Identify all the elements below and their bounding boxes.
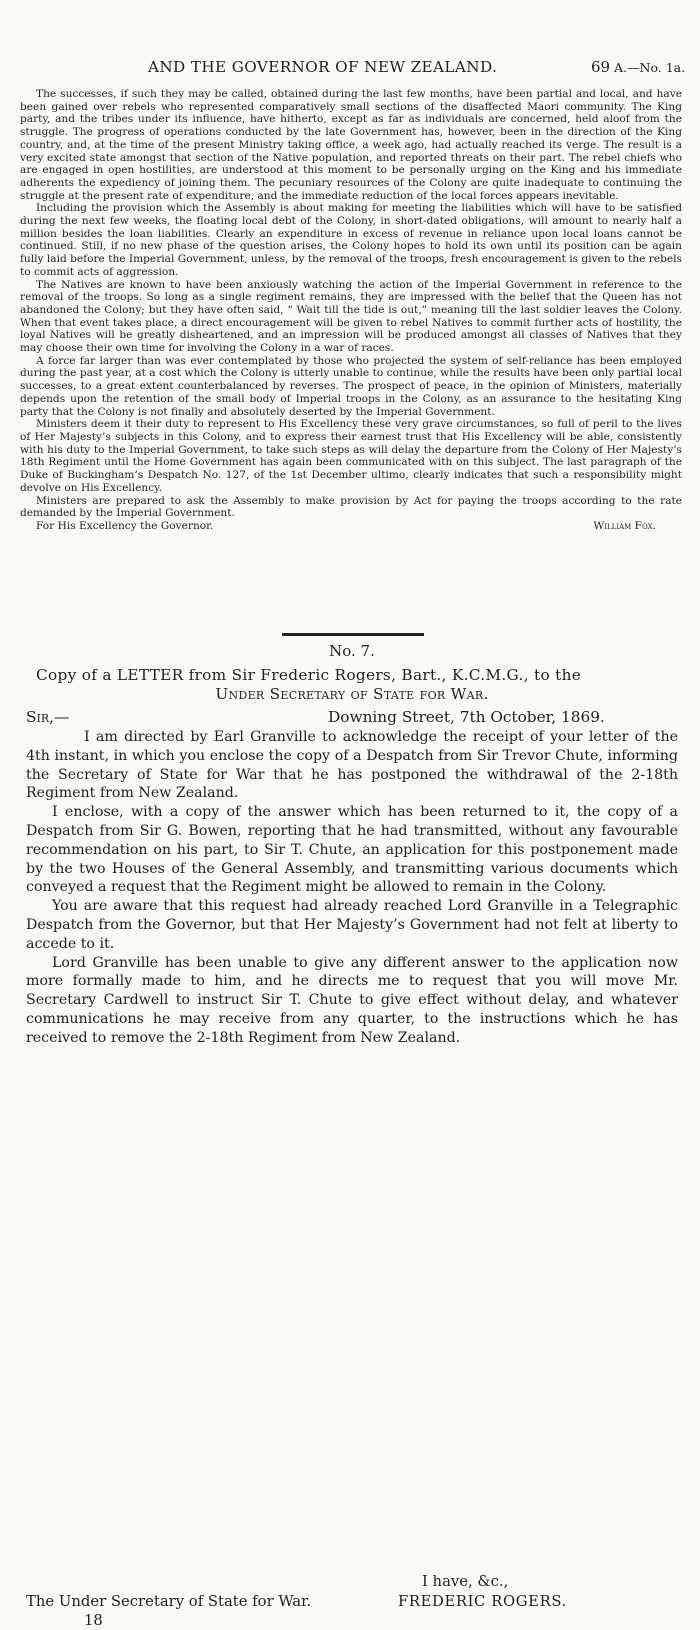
- document-reference: A.—No. 1a.: [614, 60, 686, 75]
- memo-signature-left: For His Excellency the Governor.: [36, 519, 214, 532]
- memo-paragraph: Including the provision which the Assembly is about making for meeting the liabilities which will have to be satisfied during the next few weeks, the floating local debt of the Colony, in short-dated obligations, will amount to nearly half a million besides the loan liabilities. Clearly an expenditure in excess of revenue in reliance upon local loans cannot be continued. Still, if no new phase of the question arises, the Colony hopes to hold its own until its position can be again fully laid before the Imperial Government, unless, by the removal of the troops, fresh encouragement is given to the rebels to commit acts of aggression.: [20, 202, 682, 278]
- memo-signature-name: William Fox.: [593, 519, 656, 532]
- memo-paragraph: The successes, if such they may be called, obtained during the last few months, have been partial and local, and have been gained over rebels who represented comparatively small sections of the disaffected Maori community. The King party, and the tribes under its influence, have hitherto, except as far as individuals are concerned, held aloof from the struggle. The progress of operations conducted by the late Government has, however, been in the direction of the King country, and, at the time of the present Ministry taking office, a week ago, had actually reached its verge. The result is a very excited state amongst that section of the Native population, and reported threats on their part. The rebel chiefs who are engaged in open hostilities, are understood at this moment to be personally urging on the King and his immediate adherents the expediency of joining them. The pecuniary resources of the Colony are quite inadequate to continuing the struggle at the present rate of expenditure, and the immediate reduction of the local forces appears inevitable.: [20, 88, 682, 202]
- dateline: Downing Street, 7th October, 1869.: [328, 708, 605, 726]
- ministers-memorandum: [20, 88, 682, 533]
- page-number: 69: [591, 58, 611, 76]
- signature-line: [26, 1593, 678, 1613]
- letter-title-line-1: Copy of a LETTER from Sir Frederic Rogers, Bart., K.C.M.G., to the: [36, 666, 582, 684]
- page-header: [0, 58, 700, 82]
- memo-paragraph: Ministers are prepared to ask the Assembly to make provision by Act for paying the troops according to the rate demanded by the Imperial Government.: [20, 494, 682, 520]
- letter-body: [26, 728, 678, 1048]
- letter-paragraph: You are aware that this request had already reached Lord Granville in a Telegraphic Despatch from the Governor, but that Her Majesty’s Government had not felt at liberty to accede to it.: [26, 898, 678, 952]
- memo-paragraph: The Natives are known to have been anxiously watching the action of the Imperial Government in reference to the removal of the troops. So long as a single regiment remains, they are impressed with the belief that the Queen has not abandoned the Colony; but they have often said, “ Wait till the tide is out,” meaning till the last soldier leaves the Colony. When that event takes place, a direct encouragement will be given to rebel Natives to commit further acts of hostility, the loyal Natives will be greatly disheartened, and an impression will be produced amongst all classes of Natives that they may choose their own time for involving the Colony in a war of races.: [20, 278, 682, 355]
- addressee: The Under Secretary of State for War.: [26, 1593, 312, 1610]
- letter-number: No. 7.: [329, 642, 375, 660]
- footnote-number: 18: [84, 1612, 103, 1629]
- closing: I have, &c.,: [422, 1573, 509, 1590]
- letter-title-line-2: Under Secretary of State for War.: [215, 685, 489, 703]
- salutation: Sir,—: [26, 708, 70, 726]
- memo-paragraph: Ministers deem it their duty to represent to His Excellency these very grave circumstances, so full of peril to the lives of Her Majesty’s subjects in this Colony, and to express their earnest trust that His Excellency will be able, consistently with his duty to the Imperial Government, to take such steps as will delay the departure from the Colony of Her Majesty’s 18th Regiment until the Home Government has again been communicated with on this subject. The last paragraph of the Duke of Buckingham’s Despatch No. 127, of the 1st December ultimo, clearly indicates that such a responsibility might devolve on His Excellency.: [20, 418, 682, 494]
- running-title: AND THE GOVERNOR OF NEW ZEALAND.: [148, 58, 498, 76]
- letter-paragraph: I am directed by Earl Granville to acknowledge the receipt of your letter of the 4th instant, in which you enclose the copy of a Despatch from Sir Trevor Chute, informing the Secretary of State for War that he has postponed the withdrawal of the 2-18th Regiment from New Zealand.: [26, 729, 678, 802]
- memo-signature: [20, 520, 682, 533]
- letter-paragraph: Lord Granville has been unable to give any different answer to the application now more formally made to him, and he directs me to request that you will move Mr. Secretary Cardwell to instruct Sir T. Chute to give effect without delay, and whatever communications he may receive from any quarter, to the instructions which he has received to remove the 2-18th Regiment from New Zealand.: [26, 954, 678, 1046]
- letter-paragraph: I enclose, with a copy of the answer which has been returned to it, the copy of a Despatch from Sir G. Bowen, reporting that he had transmitted, without any favourable recommendation on his part, to Sir T. Chute, an application for this postponement made by the two Houses of the General Assembly, and transmitting various documents which conveyed a request that the Regiment might be allowed to remain in the Colony.: [26, 804, 678, 896]
- section-divider: [282, 633, 424, 636]
- memo-paragraph: A force far larger than was ever contemplated by those who projected the system of self-reliance has been employed during the past year, at a cost which the Colony is utterly unable to continue, while the results have been only partial local successes, to a great extent counterbalanced by reverses. The prospect of peace, in the opinion of Ministers, materially depends upon the retention of the small body of Imperial troops in the Colony, as an assurance to the hesitating King party that the Colony is not finally and absolutely deserted by the Imperial Government.: [20, 354, 682, 418]
- signer-name: FREDERIC ROGERS.: [398, 1593, 567, 1610]
